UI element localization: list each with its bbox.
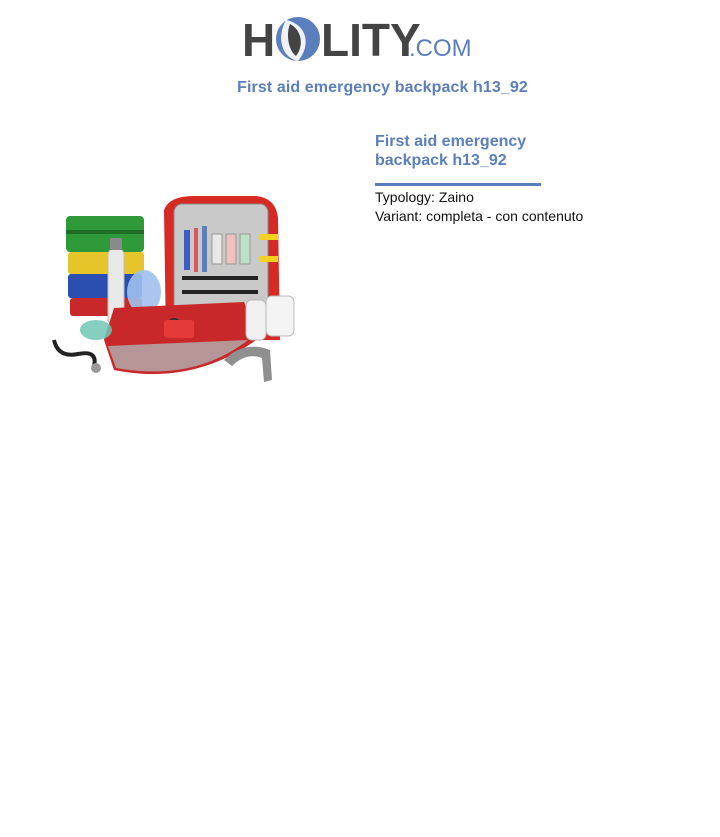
variant-value: completa - con contenuto bbox=[426, 208, 584, 224]
typology-label: Typology: bbox=[375, 189, 435, 205]
product-title: First aid emergency backpack h13_92 bbox=[375, 133, 527, 169]
title-divider bbox=[375, 183, 541, 186]
logo-graphic bbox=[242, 10, 482, 68]
logo-letters-lity: LITY bbox=[321, 14, 421, 66]
typology-line bbox=[375, 188, 705, 207]
typology-value: Zaino bbox=[438, 189, 474, 205]
variant-line bbox=[375, 207, 705, 226]
logo-o-circle bbox=[276, 17, 320, 61]
stethoscope bbox=[54, 340, 95, 366]
logo-suffix-com: .COM bbox=[409, 35, 472, 62]
oxygen-mask bbox=[80, 320, 112, 340]
suction-unit bbox=[246, 300, 266, 340]
logo-letter-h: H bbox=[242, 14, 276, 66]
holity-logo[interactable] bbox=[242, 10, 482, 68]
variant-label: Variant: bbox=[375, 208, 423, 224]
backpack-illustration bbox=[44, 190, 306, 388]
product-image bbox=[44, 190, 306, 388]
yellow-pouch bbox=[68, 252, 144, 274]
page-title: First aid emergency backpack h13_92 bbox=[237, 79, 528, 96]
product-details bbox=[375, 132, 705, 226]
